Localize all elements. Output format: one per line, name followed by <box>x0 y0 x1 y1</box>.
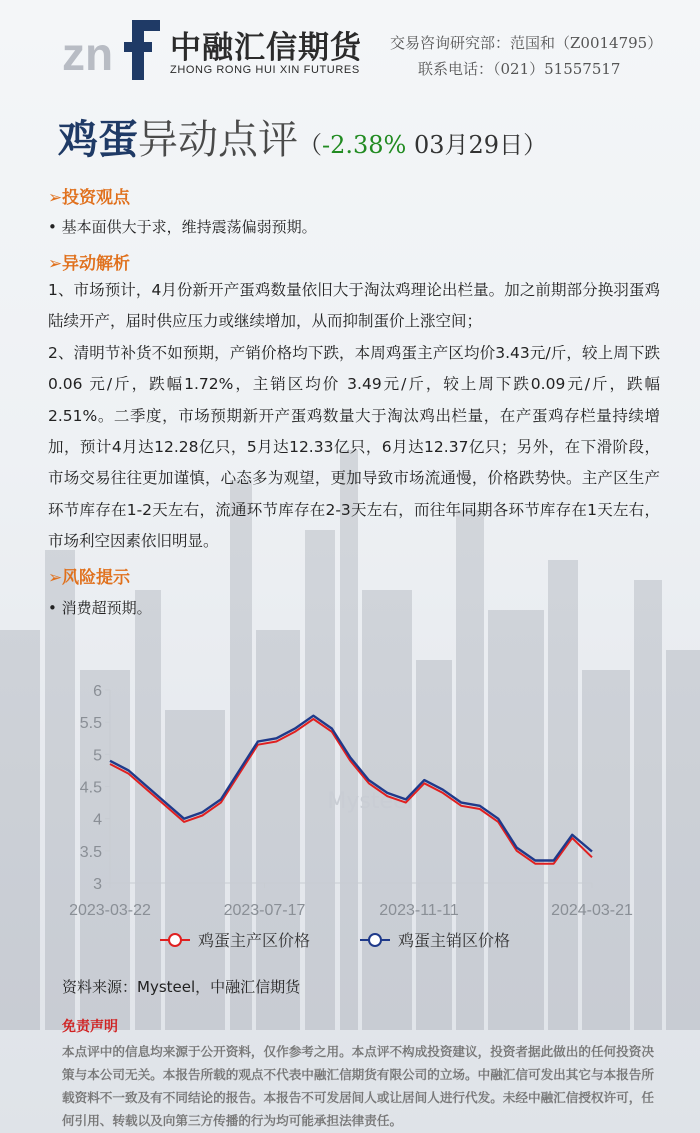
section-heading-analysis-label: 异动解析 <box>62 254 130 274</box>
y-tick-label: 4 <box>93 811 102 829</box>
report-header <box>0 0 700 100</box>
section-heading-risk <box>48 563 130 588</box>
data-source: 资料来源：Mysteel，中融汇信期货 <box>62 978 301 996</box>
analysis-paragraph-2: 2、清明节补货不如预期，产销价格均下跌，本周鸡蛋主产区均价3.43元/斤，较上周下跌0.06 元/斤，跌幅1.72%，主销区均价 3.49元/斤，较上周下跌0.09元/斤，跌幅2.51%。二季度，市场预期新开产蛋鸡数量大于淘汰鸡出栏量，在产蛋鸡存栏量持续增加，预计4月达12.28亿只，5月达12.33亿只，6月达12.37亿只；另外，在下滑阶段，市场交易往往更加谨慎，心态多为观望，更加导致市场流通慢，价格跌势快。主产区生产环节库存在1-2天左右，流通环节库存在2-3天左右，而往年同期各环节库存在1天左右，市场利空因素依旧明显。 <box>48 343 660 551</box>
title-date: 03月29日 <box>406 131 524 159</box>
x-tick-label: 2023-07-17 <box>223 902 306 919</box>
title-open-paren: （ <box>298 131 322 159</box>
y-tick-label: 3.5 <box>79 843 102 861</box>
y-tick-label: 6 <box>93 683 102 700</box>
y-tick-label: 5.5 <box>79 715 102 733</box>
legend-marker-2 <box>369 934 381 946</box>
x-tick-label: 2023-03-22 <box>69 902 151 919</box>
chevron-right-icon: ➢ <box>48 568 63 588</box>
y-tick-label: 5 <box>93 747 102 765</box>
contact-researcher: 交易咨询研究部：范国和（Z0014795） <box>390 34 663 52</box>
title-type: 异动点评 <box>138 117 298 163</box>
report-title <box>58 108 547 165</box>
chevron-right-icon: ➢ <box>48 254 63 274</box>
title-change-pct: -2.38% <box>322 131 407 159</box>
title-close-paren: ） <box>523 131 548 159</box>
section-heading-view <box>48 183 130 208</box>
legend-label-1: 鸡蛋主产区价格 <box>198 931 311 950</box>
company-name-cn: 中融汇信期货 <box>170 30 362 66</box>
contact-info <box>390 30 662 82</box>
section-heading-risk-label: 风险提示 <box>62 568 130 588</box>
disclaimer-title: 免责声明 <box>62 1019 118 1035</box>
title-commodity: 鸡蛋 <box>58 116 138 163</box>
view-bullet: • 基本面供大于求，维持震荡偏弱预期。 <box>48 218 317 236</box>
section-heading-view-label: 投资观点 <box>62 188 130 208</box>
legend-label-2: 鸡蛋主销区价格 <box>398 931 511 950</box>
company-logo-mark <box>62 10 162 82</box>
y-tick-label: 4.5 <box>79 779 102 797</box>
analysis-paragraph-1: 1、市场预计，4月份新开产蛋鸡数量依旧大于淘汰鸡理论出栏量。加之前期部分换羽蛋鸡陆续开产，届时供应压力或继续增加，从而抑制蛋价上涨空间； <box>48 281 660 331</box>
chart-watermark: Mysteel <box>327 789 413 814</box>
company-name-en: ZHONG RONG HUI XIN FUTURES <box>170 64 360 76</box>
x-tick-label: 2023-11-11 <box>379 902 459 919</box>
disclaimer-text: 本点评中的信息均来源于公开资料，仅作参考之用。本点评不构成投资建议，投资者据此做出的任何投资决策与本公司无关。本报告所载的观点不代表中融汇信期货有限公司的立场。中融汇信可发出其它与本报告所载资料不一致及有不同结论的报告。本报告不可发居间人或让居间人进行代发。未经中融汇信授权许可，任何引用、转载以及向第三方传播的行为均可能承担法律责任。 <box>62 1044 654 1128</box>
svg-text:zn: zn <box>62 28 114 80</box>
section-heading-analysis <box>48 249 130 274</box>
legend-marker-1 <box>169 934 181 946</box>
chevron-right-icon: ➢ <box>48 188 63 208</box>
analysis-body <box>48 275 660 558</box>
risk-bullet: • 消费超预期。 <box>48 599 152 617</box>
egg-price-line-chart <box>40 670 680 960</box>
y-tick-label: 3 <box>93 876 102 893</box>
contact-phone: 联系电话：（021）51557517 <box>418 60 621 78</box>
x-tick-label: 2024-03-21 <box>551 902 633 919</box>
